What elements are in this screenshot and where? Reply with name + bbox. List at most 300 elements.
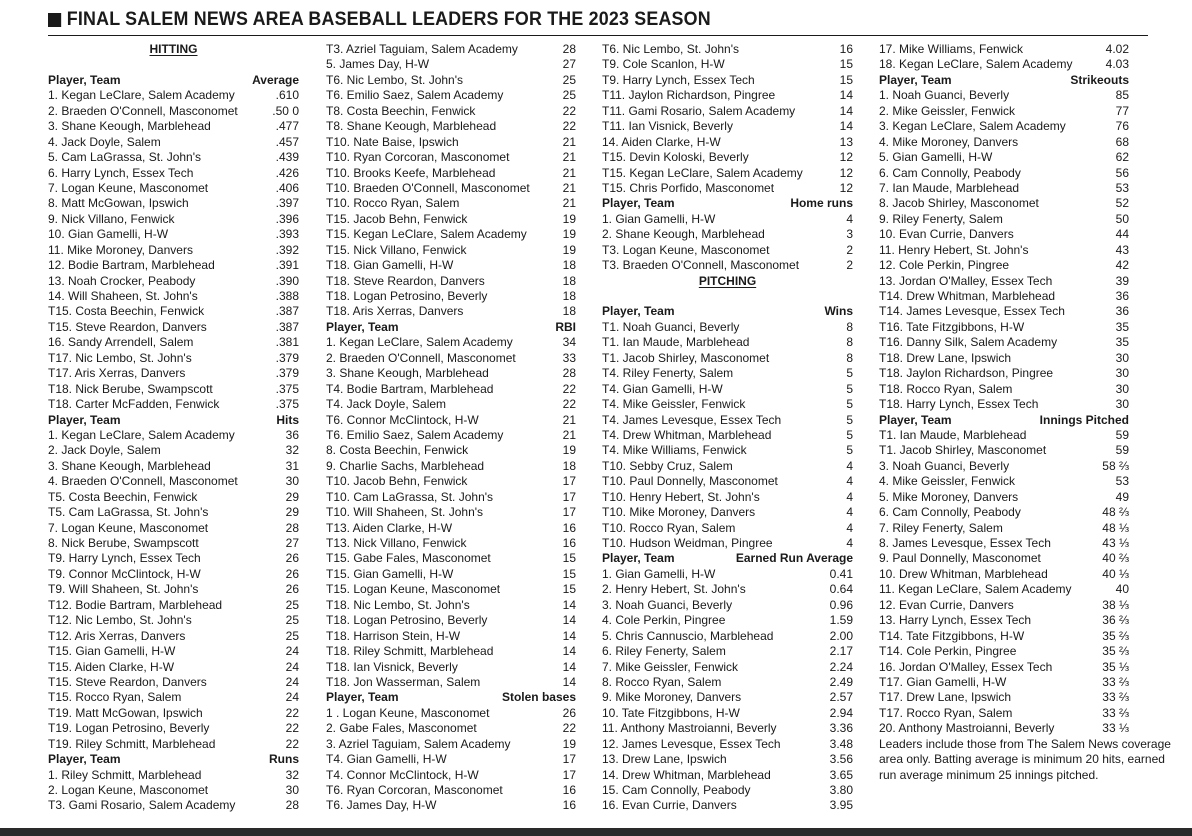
player-team: 16. Jordan O'Malley, Essex Tech bbox=[879, 659, 1053, 674]
stat-value: 30 bbox=[285, 474, 299, 489]
stat-value: 27 bbox=[285, 536, 299, 550]
leader-row bbox=[326, 675, 576, 690]
leader-row bbox=[326, 721, 576, 736]
player-team: T15. Gian Gamelli, H-W bbox=[326, 566, 454, 581]
leader-row bbox=[879, 212, 1129, 227]
player-team: T4. Connor McClintock, H-W bbox=[326, 767, 479, 782]
leader-row bbox=[602, 335, 853, 350]
player-team: T5. Cam LaGrassa, St. John's bbox=[48, 505, 209, 520]
column-4 bbox=[879, 42, 1171, 783]
section-title bbox=[602, 274, 853, 289]
leader-row bbox=[879, 181, 1129, 196]
player-team: 3. Noah Guanci, Beverly bbox=[879, 458, 1010, 473]
leader-row bbox=[326, 644, 576, 659]
category-header bbox=[879, 413, 1129, 428]
stat-value: 19 bbox=[562, 227, 576, 242]
stat-value: 21 bbox=[562, 427, 576, 442]
player-team: 9. Riley Fenerty, Salem bbox=[879, 211, 1003, 226]
category-header bbox=[879, 73, 1129, 88]
leader-row bbox=[879, 490, 1129, 505]
category-header bbox=[326, 690, 576, 705]
stat-value: 22 bbox=[285, 705, 299, 720]
leader-row bbox=[326, 459, 576, 474]
stat-value: 14 bbox=[562, 628, 576, 643]
leader-row bbox=[602, 166, 853, 181]
player-team: T8. Shane Keough, Marblehead bbox=[326, 119, 497, 134]
leader-row bbox=[326, 304, 576, 319]
stat-value: 3 bbox=[846, 227, 853, 242]
column-3 bbox=[602, 42, 853, 814]
player-team: 2. Shane Keough, Marblehead bbox=[602, 227, 765, 242]
stat-value: 26 bbox=[285, 582, 299, 597]
stat-value: 16 bbox=[562, 536, 576, 550]
leader-row bbox=[48, 567, 299, 582]
category-header bbox=[48, 752, 299, 767]
player-team: T10. Sebby Cruz, Salem bbox=[602, 458, 733, 473]
leader-row bbox=[48, 274, 299, 289]
category-header bbox=[48, 73, 299, 88]
stat-value: .50 0 bbox=[272, 103, 299, 118]
player-team: 4. Mike Geissler, Fenwick bbox=[879, 474, 1016, 489]
stat-value: 16 bbox=[562, 520, 576, 535]
player-team: T4. Bodie Bartram, Marblehead bbox=[326, 381, 494, 396]
stat-value: 5 bbox=[846, 397, 853, 412]
section-title-text: HITTING bbox=[149, 42, 198, 56]
stat-value: 48 ⅔ bbox=[1102, 505, 1129, 520]
player-team: T17. Aris Xerras, Danvers bbox=[48, 366, 186, 381]
stat-value: 36 ⅔ bbox=[1102, 613, 1129, 628]
player-team: T10. Mike Moroney, Danvers bbox=[602, 505, 756, 520]
player-team: 7. Logan Keune, Masconomet bbox=[48, 520, 209, 535]
stat-value: 26 bbox=[285, 551, 299, 566]
player-team: T11. Ian Visnick, Beverly bbox=[602, 119, 733, 134]
player-team: T10. Rocco Ryan, Salem bbox=[326, 196, 460, 211]
leader-row bbox=[602, 397, 853, 412]
stat-value: 24 bbox=[285, 674, 299, 689]
player-team: 10. Drew Whitman, Marblehead bbox=[879, 566, 1048, 581]
leader-row bbox=[879, 258, 1129, 273]
stat-category: Hits bbox=[276, 412, 299, 427]
stat-value: 21 bbox=[562, 165, 576, 180]
stat-value: 30 bbox=[1115, 350, 1129, 365]
player-team: 4. Braeden O'Connell, Masconomet bbox=[48, 474, 238, 489]
leader-row bbox=[879, 119, 1129, 134]
leader-row bbox=[326, 660, 576, 675]
stat-value: 3.36 bbox=[829, 721, 853, 736]
leader-row bbox=[602, 382, 853, 397]
stat-value: .396 bbox=[275, 211, 299, 226]
leader-row bbox=[602, 258, 853, 273]
leader-row bbox=[48, 258, 299, 273]
player-team: T12. Aris Xerras, Danvers bbox=[48, 628, 186, 643]
leader-row bbox=[326, 289, 576, 304]
stat-value: .387 bbox=[275, 319, 299, 334]
player-team: T10. Jacob Behn, Fenwick bbox=[326, 474, 468, 489]
leader-row bbox=[879, 274, 1129, 289]
player-team: T15. Logan Keune, Masconomet bbox=[326, 582, 501, 597]
player-team: 8. Matt McGowan, Ipswich bbox=[48, 196, 189, 211]
stat-category: Home runs bbox=[790, 196, 853, 211]
leader-row bbox=[326, 413, 576, 428]
player-team: 7. Ian Maude, Marblehead bbox=[879, 180, 1020, 195]
leader-row bbox=[602, 42, 853, 57]
stat-value: 40 ⅓ bbox=[1102, 566, 1129, 581]
leader-row bbox=[48, 443, 299, 458]
player-team: 1. Kegan LeClare, Salem Academy bbox=[48, 88, 235, 103]
stat-value: 76 bbox=[1115, 119, 1129, 134]
stat-value: 17 bbox=[562, 752, 576, 767]
stat-value: 35 ⅔ bbox=[1102, 644, 1129, 659]
stat-value: 14 bbox=[839, 103, 853, 118]
leader-row bbox=[602, 119, 853, 134]
player-team: T15. Aiden Clarke, H-W bbox=[48, 659, 175, 674]
leader-row bbox=[48, 366, 299, 381]
stat-value: 49 bbox=[1115, 489, 1129, 504]
player-team: 7. Mike Geissler, Fenwick bbox=[602, 659, 739, 674]
player-team: 12. James Levesque, Essex Tech bbox=[602, 736, 781, 751]
player-team: 13. Jordan O'Malley, Essex Tech bbox=[879, 273, 1053, 288]
stat-value: 25 bbox=[285, 613, 299, 628]
stat-value: 2 bbox=[846, 242, 853, 257]
player-team: T14. Cole Perkin, Pingree bbox=[879, 644, 1017, 659]
player-team: T18. Drew Lane, Ipswich bbox=[879, 350, 1012, 365]
leader-row bbox=[48, 212, 299, 227]
leader-row bbox=[48, 181, 299, 196]
player-team: 10. Tate Fitzgibbons, H-W bbox=[602, 705, 740, 720]
leader-row bbox=[326, 73, 576, 88]
stat-value: 4 bbox=[846, 211, 853, 226]
leader-row bbox=[879, 104, 1129, 119]
leader-row bbox=[326, 752, 576, 767]
stat-value: 28 bbox=[562, 366, 576, 381]
leader-row bbox=[602, 428, 853, 443]
player-team: 2. Henry Hebert, St. John's bbox=[602, 582, 746, 597]
stat-value: 38 ⅓ bbox=[1102, 597, 1129, 612]
stat-value: 18 bbox=[562, 458, 576, 473]
player-team: T1. Jacob Shirley, Masconomet bbox=[602, 350, 770, 365]
leader-row bbox=[326, 706, 576, 721]
stat-value: 36 bbox=[1115, 289, 1129, 303]
player-team: T15. Steve Reardon, Danvers bbox=[48, 674, 207, 689]
leader-row bbox=[326, 351, 576, 366]
leader-row bbox=[602, 690, 853, 705]
leader-row bbox=[326, 551, 576, 566]
category-header bbox=[602, 551, 853, 566]
leader-row bbox=[879, 351, 1129, 366]
player-team: T10. Will Shaheen, St. John's bbox=[326, 505, 484, 520]
leader-row bbox=[879, 644, 1129, 659]
player-team: T3. Azriel Taguiam, Salem Academy bbox=[326, 42, 518, 56]
player-team: T10. Henry Hebert, St. John's bbox=[602, 489, 760, 504]
player-team: 6. Cam Connolly, Peabody bbox=[879, 505, 1021, 520]
player-team: T10. Ryan Corcoran, Masconomet bbox=[326, 150, 510, 165]
leader-row bbox=[48, 613, 299, 628]
leader-row bbox=[48, 675, 299, 690]
leader-row bbox=[326, 536, 576, 551]
leader-row bbox=[48, 474, 299, 489]
player-team: T11. Gami Rosario, Salem Academy bbox=[602, 103, 796, 118]
stat-value: 35 bbox=[1115, 335, 1129, 350]
player-team: 4. Mike Moroney, Danvers bbox=[879, 134, 1019, 149]
leader-row bbox=[48, 304, 299, 319]
leader-row bbox=[48, 135, 299, 150]
player-team: 16. Evan Currie, Danvers bbox=[602, 798, 737, 813]
leader-row bbox=[602, 505, 853, 520]
stat-value: 50 bbox=[1115, 211, 1129, 226]
leader-row bbox=[326, 382, 576, 397]
leader-row bbox=[602, 582, 853, 597]
stat-value: .477 bbox=[275, 119, 299, 134]
stat-value: 35 ⅔ bbox=[1102, 628, 1129, 643]
player-team: T17. Gian Gamelli, H-W bbox=[879, 674, 1007, 689]
player-team: T6. Connor McClintock, H-W bbox=[326, 412, 479, 427]
leader-row bbox=[326, 135, 576, 150]
player-team: 7. Riley Fenerty, Salem bbox=[879, 520, 1003, 535]
leader-row bbox=[48, 104, 299, 119]
stat-value: 28 bbox=[285, 798, 299, 813]
player-team: T14. Drew Whitman, Marblehead bbox=[879, 289, 1056, 303]
leader-row bbox=[879, 57, 1129, 72]
player-team: 2. Braeden O'Connell, Masconomet bbox=[48, 103, 238, 118]
leader-row bbox=[326, 598, 576, 613]
stat-value: 2.49 bbox=[829, 674, 853, 689]
stat-value: 21 bbox=[562, 180, 576, 195]
stat-value: 4 bbox=[846, 489, 853, 504]
stat-category: Average bbox=[252, 72, 299, 87]
player-team: 4. Cole Perkin, Pingree bbox=[602, 613, 726, 628]
leader-row bbox=[326, 443, 576, 458]
player-team: T5. Costa Beechin, Fenwick bbox=[48, 489, 198, 504]
player-team: T4. James Levesque, Essex Tech bbox=[602, 412, 782, 427]
category-header bbox=[326, 320, 576, 335]
leader-row bbox=[48, 644, 299, 659]
stat-value: 53 bbox=[1115, 474, 1129, 489]
stat-value: .379 bbox=[275, 366, 299, 381]
headline-text: FINAL SALEM NEWS AREA BASEBALL LEADERS FOR THE 2023 SEASON bbox=[66, 9, 711, 30]
player-team: 2. Logan Keune, Masconomet bbox=[48, 783, 209, 797]
player-team: 2. Jack Doyle, Salem bbox=[48, 443, 161, 458]
player-team: T18. Ian Visnick, Beverly bbox=[326, 659, 458, 674]
stat-value: 40 ⅔ bbox=[1102, 551, 1129, 566]
stat-value: 31 bbox=[285, 458, 299, 473]
stat-value: 43 ⅓ bbox=[1102, 536, 1129, 550]
column-1 bbox=[48, 42, 299, 814]
stat-value: 25 bbox=[285, 628, 299, 643]
stat-value: 17 bbox=[562, 474, 576, 489]
headline bbox=[48, 8, 711, 32]
stat-value: 42 bbox=[1115, 258, 1129, 273]
stat-value: 0.96 bbox=[829, 597, 853, 612]
player-team: 11. Mike Moroney, Danvers bbox=[48, 242, 193, 257]
stat-value: 14 bbox=[839, 119, 853, 134]
leader-row bbox=[326, 212, 576, 227]
leader-row bbox=[48, 505, 299, 520]
leader-row bbox=[602, 783, 853, 798]
leader-row bbox=[48, 798, 299, 813]
stat-value: 18 bbox=[562, 258, 576, 273]
footnote-line: Leaders include those from The Salem News coverage bbox=[879, 736, 1171, 751]
stat-value: 14 bbox=[562, 674, 576, 689]
leader-row bbox=[48, 382, 299, 397]
player-team: 3. Noah Guanci, Beverly bbox=[602, 597, 733, 612]
leader-row bbox=[48, 150, 299, 165]
header-label: Player, Team bbox=[602, 304, 675, 319]
player-team: 8. James Levesque, Essex Tech bbox=[879, 536, 1051, 550]
leader-row bbox=[602, 212, 853, 227]
leader-row bbox=[602, 474, 853, 489]
player-team: T9. Harry Lynch, Essex Tech bbox=[48, 551, 201, 566]
player-team: 8. Nick Berube, Swampscott bbox=[48, 536, 199, 550]
leader-row bbox=[326, 490, 576, 505]
stat-value: 53 bbox=[1115, 180, 1129, 195]
stat-value: .388 bbox=[275, 289, 299, 303]
stat-value: 44 bbox=[1115, 227, 1129, 242]
player-team: 3. Shane Keough, Marblehead bbox=[48, 458, 211, 473]
player-team: T17. Drew Lane, Ipswich bbox=[879, 690, 1012, 705]
player-team: T11. Jaylon Richardson, Pingree bbox=[602, 88, 776, 103]
stat-value: .381 bbox=[275, 335, 299, 350]
stat-value: 2.57 bbox=[829, 690, 853, 705]
leader-row bbox=[879, 397, 1129, 412]
category-header bbox=[602, 196, 853, 211]
player-team: 10. Gian Gamelli, H-W bbox=[48, 227, 169, 242]
stat-value: 29 bbox=[285, 505, 299, 520]
player-team: T18. Carter McFadden, Fenwick bbox=[48, 397, 220, 412]
stat-value: 33 ⅔ bbox=[1102, 690, 1129, 705]
stat-value: 22 bbox=[562, 397, 576, 412]
stat-value: 52 bbox=[1115, 196, 1129, 211]
stat-value: 24 bbox=[285, 690, 299, 705]
leader-row bbox=[326, 243, 576, 258]
player-team: 18. Kegan LeClare, Salem Academy bbox=[879, 57, 1073, 72]
stat-value: 35 ⅓ bbox=[1102, 659, 1129, 674]
stat-value: .392 bbox=[275, 242, 299, 257]
player-team: T10. Nate Baise, Ipswich bbox=[326, 134, 459, 149]
player-team: T19. Matt McGowan, Ipswich bbox=[48, 705, 203, 720]
player-team: T15. Jacob Behn, Fenwick bbox=[326, 211, 468, 226]
leader-row bbox=[48, 335, 299, 350]
player-team: T13. Aiden Clarke, H-W bbox=[326, 520, 453, 535]
leader-row bbox=[879, 690, 1129, 705]
player-team: 11. Henry Hebert, St. John's bbox=[879, 242, 1029, 257]
player-team: T6. Nic Lembo, St. John's bbox=[326, 72, 464, 87]
player-team: T12. Nic Lembo, St. John's bbox=[48, 613, 192, 628]
player-team: T18. Nick Berube, Swampscott bbox=[48, 381, 213, 396]
leader-row bbox=[326, 521, 576, 536]
stat-value: 40 bbox=[1115, 582, 1129, 597]
leader-row bbox=[326, 150, 576, 165]
stat-value: 24 bbox=[285, 644, 299, 659]
player-team: T8. Costa Beechin, Fenwick bbox=[326, 103, 476, 118]
stat-value: 5 bbox=[846, 443, 853, 458]
leader-row bbox=[602, 490, 853, 505]
player-team: T15. Steve Reardon, Danvers bbox=[48, 319, 207, 334]
column-2 bbox=[326, 42, 576, 814]
headline-square-icon bbox=[48, 13, 61, 27]
stat-value: 16 bbox=[562, 783, 576, 797]
leader-row bbox=[602, 150, 853, 165]
stat-value: 28 bbox=[285, 520, 299, 535]
player-team: T15. Gabe Fales, Masconomet bbox=[326, 551, 491, 566]
player-team: T4. Riley Fenerty, Salem bbox=[602, 366, 734, 381]
stat-value: 3.65 bbox=[829, 767, 853, 782]
leader-row bbox=[602, 366, 853, 381]
player-team: T18. Steve Reardon, Danvers bbox=[326, 273, 485, 288]
leader-row bbox=[48, 397, 299, 412]
header-label: Player, Team bbox=[879, 72, 952, 87]
leader-row bbox=[48, 243, 299, 258]
player-team: 9. Nick Villano, Fenwick bbox=[48, 211, 175, 226]
player-team: 10. Evan Currie, Danvers bbox=[879, 227, 1014, 242]
leader-row bbox=[602, 181, 853, 196]
stat-value: 4 bbox=[846, 458, 853, 473]
player-team: T10. Rocco Ryan, Salem bbox=[602, 520, 736, 535]
player-team: 1 . Logan Keune, Masconomet bbox=[326, 705, 490, 720]
leader-row bbox=[48, 227, 299, 242]
leader-row bbox=[602, 644, 853, 659]
leader-row bbox=[879, 521, 1129, 536]
stat-value: 4 bbox=[846, 520, 853, 535]
player-team: T15. Rocco Ryan, Salem bbox=[48, 690, 182, 705]
category-header bbox=[48, 413, 299, 428]
leader-row bbox=[48, 629, 299, 644]
player-team: 1. Kegan LeClare, Salem Academy bbox=[326, 335, 513, 350]
stat-value: 15 bbox=[839, 57, 853, 72]
leader-row bbox=[879, 382, 1129, 397]
stat-value: 22 bbox=[562, 381, 576, 396]
player-team: 14. Drew Whitman, Marblehead bbox=[602, 767, 771, 782]
player-team: T16. Danny Silk, Salem Academy bbox=[879, 335, 1058, 350]
leader-row bbox=[48, 582, 299, 597]
stat-value: 21 bbox=[562, 134, 576, 149]
stat-value: 21 bbox=[562, 150, 576, 165]
player-team: 4. Jack Doyle, Salem bbox=[48, 134, 161, 149]
stat-value: .387 bbox=[275, 304, 299, 319]
player-team: 16. Sandy Arrendell, Salem bbox=[48, 335, 194, 350]
leader-row bbox=[879, 459, 1129, 474]
stat-value: 21 bbox=[562, 196, 576, 211]
stat-value: 2.17 bbox=[829, 644, 853, 659]
leader-row bbox=[48, 768, 299, 783]
stat-value: 15 bbox=[839, 72, 853, 87]
leader-row bbox=[602, 567, 853, 582]
leader-row bbox=[879, 289, 1129, 304]
stat-category: RBI bbox=[555, 319, 576, 334]
stat-value: 58 ⅔ bbox=[1102, 458, 1129, 473]
leader-row bbox=[879, 196, 1129, 211]
leader-row bbox=[879, 304, 1129, 319]
stat-value: 62 bbox=[1115, 150, 1129, 165]
stat-value: 22 bbox=[562, 103, 576, 118]
leader-row bbox=[326, 737, 576, 752]
stat-value: 5 bbox=[846, 412, 853, 427]
player-team: 15. Cam Connolly, Peabody bbox=[602, 783, 751, 797]
player-team: 6. Riley Fenerty, Salem bbox=[602, 644, 726, 659]
stat-value: 33 ⅔ bbox=[1102, 705, 1129, 720]
player-team: T18. Gian Gamelli, H-W bbox=[326, 258, 454, 273]
player-team: T14. James Levesque, Essex Tech bbox=[879, 304, 1065, 319]
leader-row bbox=[326, 42, 576, 57]
player-team: T17. Rocco Ryan, Salem bbox=[879, 705, 1013, 720]
stat-value: 22 bbox=[562, 721, 576, 736]
player-team: 9. Mike Moroney, Danvers bbox=[602, 690, 742, 705]
stat-value: 39 bbox=[1115, 273, 1129, 288]
leader-row bbox=[48, 721, 299, 736]
player-team: T4. Gian Gamelli, H-W bbox=[602, 381, 723, 396]
leader-row bbox=[879, 660, 1129, 675]
leader-row bbox=[48, 706, 299, 721]
stat-value: 77 bbox=[1115, 103, 1129, 118]
